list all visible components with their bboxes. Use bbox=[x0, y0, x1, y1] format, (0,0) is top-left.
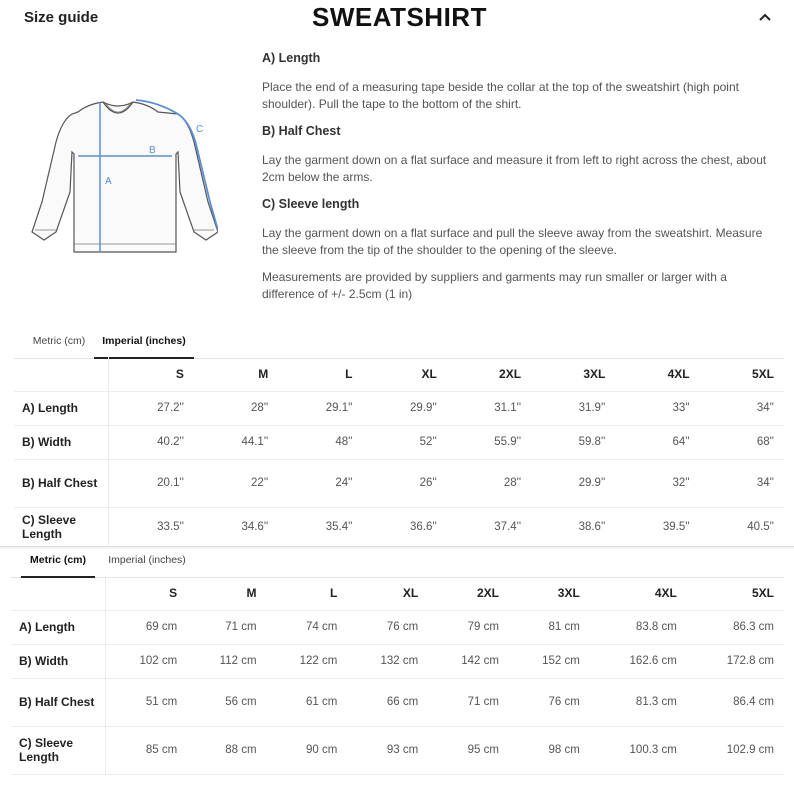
measurement-cell: 20.1'' bbox=[109, 459, 194, 507]
measurement-cell: 48'' bbox=[278, 425, 362, 459]
measurement-cell: 102 cm bbox=[106, 644, 188, 678]
measurement-cell: 85 cm bbox=[106, 726, 188, 774]
table-row bbox=[11, 678, 784, 726]
unit-tabs-imperial bbox=[14, 330, 784, 359]
tab-imperial[interactable]: Imperial (inches) bbox=[108, 554, 186, 566]
measurement-cell: 22'' bbox=[194, 459, 278, 507]
measurement-cell: 35.4'' bbox=[278, 507, 362, 547]
chevron-up-icon bbox=[756, 8, 774, 26]
measurement-cell: 34.6'' bbox=[194, 507, 278, 547]
size-header: M bbox=[194, 357, 278, 391]
measurement-cell: 71 cm bbox=[428, 678, 509, 726]
section-half-chest bbox=[262, 123, 782, 186]
measurement-cell: 33.5'' bbox=[109, 507, 194, 547]
section-sleeve bbox=[262, 196, 782, 259]
measurement-cell: 32'' bbox=[615, 459, 699, 507]
measurement-cell: 24'' bbox=[278, 459, 362, 507]
corner-cell bbox=[11, 576, 106, 610]
measurement-cell: 172.8 cm bbox=[687, 644, 784, 678]
measurement-cell: 36.6'' bbox=[363, 507, 447, 547]
unit-tabs-metric bbox=[11, 549, 784, 578]
measurement-cell: 27.2'' bbox=[109, 391, 194, 425]
measurement-cell: 66 cm bbox=[347, 678, 428, 726]
size-header: 4XL bbox=[615, 357, 699, 391]
row-label: C) Sleeve Length bbox=[11, 726, 106, 774]
label-a: A bbox=[105, 176, 112, 187]
measurement-cell: 81 cm bbox=[509, 610, 590, 644]
measurement-cell: 76 cm bbox=[509, 678, 590, 726]
row-label: A) Length bbox=[14, 391, 109, 425]
measurement-cell: 39.5'' bbox=[615, 507, 699, 547]
measurement-cell: 98 cm bbox=[509, 726, 590, 774]
measurement-cell: 28'' bbox=[194, 391, 278, 425]
size-header: S bbox=[109, 357, 194, 391]
measurement-cell: 162.6 cm bbox=[590, 644, 687, 678]
size-header: 2XL bbox=[447, 357, 531, 391]
table-row bbox=[11, 644, 784, 678]
size-header: XL bbox=[347, 576, 428, 610]
measurement-cell: 83.8 cm bbox=[590, 610, 687, 644]
tab-metric[interactable]: Metric (cm) bbox=[32, 335, 86, 347]
measurement-cell: 132 cm bbox=[347, 644, 428, 678]
measurement-cell: 51 cm bbox=[106, 678, 188, 726]
table-row bbox=[11, 726, 784, 774]
measurement-cell: 29.9'' bbox=[531, 459, 615, 507]
size-header: 4XL bbox=[590, 576, 687, 610]
section-text: Lay the garment down on a flat surface and pull the sleeve away from the sweatshirt. Measure the sleeve from the tip of the shoulder to the opening of the sleeve. bbox=[262, 226, 763, 257]
size-header: 3XL bbox=[509, 576, 590, 610]
size-header: M bbox=[187, 576, 266, 610]
measurement-cell: 40.5'' bbox=[700, 507, 784, 547]
measurement-cell: 29.1'' bbox=[278, 391, 362, 425]
corner-cell bbox=[14, 357, 109, 391]
size-header: 5XL bbox=[700, 357, 784, 391]
size-header: 3XL bbox=[531, 357, 615, 391]
measurement-cell: 142 cm bbox=[428, 644, 509, 678]
size-header-row bbox=[14, 357, 784, 391]
measurement-cell: 26'' bbox=[363, 459, 447, 507]
row-label: A) Length bbox=[11, 610, 106, 644]
size-header: 2XL bbox=[428, 576, 509, 610]
size-header: S bbox=[106, 576, 188, 610]
product-title: SWEATSHIRT bbox=[312, 2, 487, 32]
tab-imperial[interactable]: Imperial (inches) bbox=[94, 330, 194, 359]
metric-size-table bbox=[11, 576, 784, 775]
measurement-cell: 31.9'' bbox=[531, 391, 615, 425]
row-label: B) Half Chest bbox=[14, 459, 109, 507]
measurement-cell: 37.4'' bbox=[447, 507, 531, 547]
measurement-cell: 122 cm bbox=[267, 644, 348, 678]
sweatshirt-diagram bbox=[18, 92, 218, 262]
section-text: Lay the garment down on a flat surface and measure it from left to right across the chest, about 2cm below the arms. bbox=[262, 153, 767, 184]
measurement-cell: 40.2'' bbox=[109, 425, 194, 459]
measurement-cell: 90 cm bbox=[267, 726, 348, 774]
sweatshirt-diagram-icon bbox=[18, 92, 218, 262]
measurement-cell: 29.9'' bbox=[363, 391, 447, 425]
section-length bbox=[262, 50, 782, 113]
measurement-cell: 76 cm bbox=[347, 610, 428, 644]
row-label: C) Sleeve Length bbox=[14, 507, 109, 547]
size-header: XL bbox=[363, 357, 447, 391]
label-c: C bbox=[196, 124, 204, 135]
section-heading: C) Sleeve length bbox=[262, 197, 360, 211]
section-heading: A) Length bbox=[262, 51, 321, 65]
table-row bbox=[14, 425, 784, 459]
measurement-cell: 79 cm bbox=[428, 610, 509, 644]
imperial-size-table bbox=[14, 357, 784, 548]
size-header: 5XL bbox=[687, 576, 784, 610]
measurement-cell: 152 cm bbox=[509, 644, 590, 678]
section-heading: B) Half Chest bbox=[262, 124, 341, 138]
measurement-cell: 71 cm bbox=[187, 610, 266, 644]
measurement-note: Measurements are provided by suppliers and garments may run smaller or larger with a difference of +/- 2.5cm (1 in) bbox=[262, 270, 727, 301]
measurement-cell: 44.1'' bbox=[194, 425, 278, 459]
table-row bbox=[14, 459, 784, 507]
measurement-cell: 55.9'' bbox=[447, 425, 531, 459]
measurement-cell: 95 cm bbox=[428, 726, 509, 774]
table-row bbox=[14, 391, 784, 425]
size-header: L bbox=[278, 357, 362, 391]
measurement-cell: 52'' bbox=[363, 425, 447, 459]
measurement-cell: 38.6'' bbox=[531, 507, 615, 547]
measurement-cell: 56 cm bbox=[187, 678, 266, 726]
measurement-cell: 34'' bbox=[700, 391, 784, 425]
measurement-cell: 88 cm bbox=[187, 726, 266, 774]
section-text: Place the end of a measuring tape beside the collar at the top of the sweatshirt (high point shoulder). Pull the tape to the bottom of the shirt. bbox=[262, 80, 739, 111]
measurement-cell: 93 cm bbox=[347, 726, 428, 774]
label-b: B bbox=[149, 145, 156, 156]
size-guide-header bbox=[0, 0, 794, 36]
measurement-cell: 86.3 cm bbox=[687, 610, 784, 644]
measurement-cell: 28'' bbox=[447, 459, 531, 507]
measurement-cell: 81.3 cm bbox=[590, 678, 687, 726]
measurement-cell: 33'' bbox=[615, 391, 699, 425]
measurement-cell: 102.9 cm bbox=[687, 726, 784, 774]
measurement-cell: 86.4 cm bbox=[687, 678, 784, 726]
measurement-cell: 74 cm bbox=[267, 610, 348, 644]
row-label: B) Half Chest bbox=[11, 678, 106, 726]
measurement-cell: 34'' bbox=[700, 459, 784, 507]
measurement-instructions bbox=[262, 50, 782, 313]
table-row bbox=[14, 507, 784, 547]
measurement-cell: 59.8'' bbox=[531, 425, 615, 459]
measurement-cell: 112 cm bbox=[187, 644, 266, 678]
collapse-button[interactable] bbox=[756, 8, 774, 26]
size-header-row bbox=[11, 576, 784, 610]
size-header: L bbox=[267, 576, 348, 610]
measurement-cell: 100.3 cm bbox=[590, 726, 687, 774]
measurement-cell: 64'' bbox=[615, 425, 699, 459]
measurement-cell: 68'' bbox=[700, 425, 784, 459]
size-guide-title: Size guide bbox=[24, 9, 99, 26]
measurement-cell: 69 cm bbox=[106, 610, 188, 644]
row-label: B) Width bbox=[11, 644, 106, 678]
measurement-cell: 31.1'' bbox=[447, 391, 531, 425]
tab-metric[interactable]: Metric (cm) bbox=[21, 549, 95, 578]
measurement-cell: 61 cm bbox=[267, 678, 348, 726]
row-label: B) Width bbox=[14, 425, 109, 459]
table-row bbox=[11, 610, 784, 644]
